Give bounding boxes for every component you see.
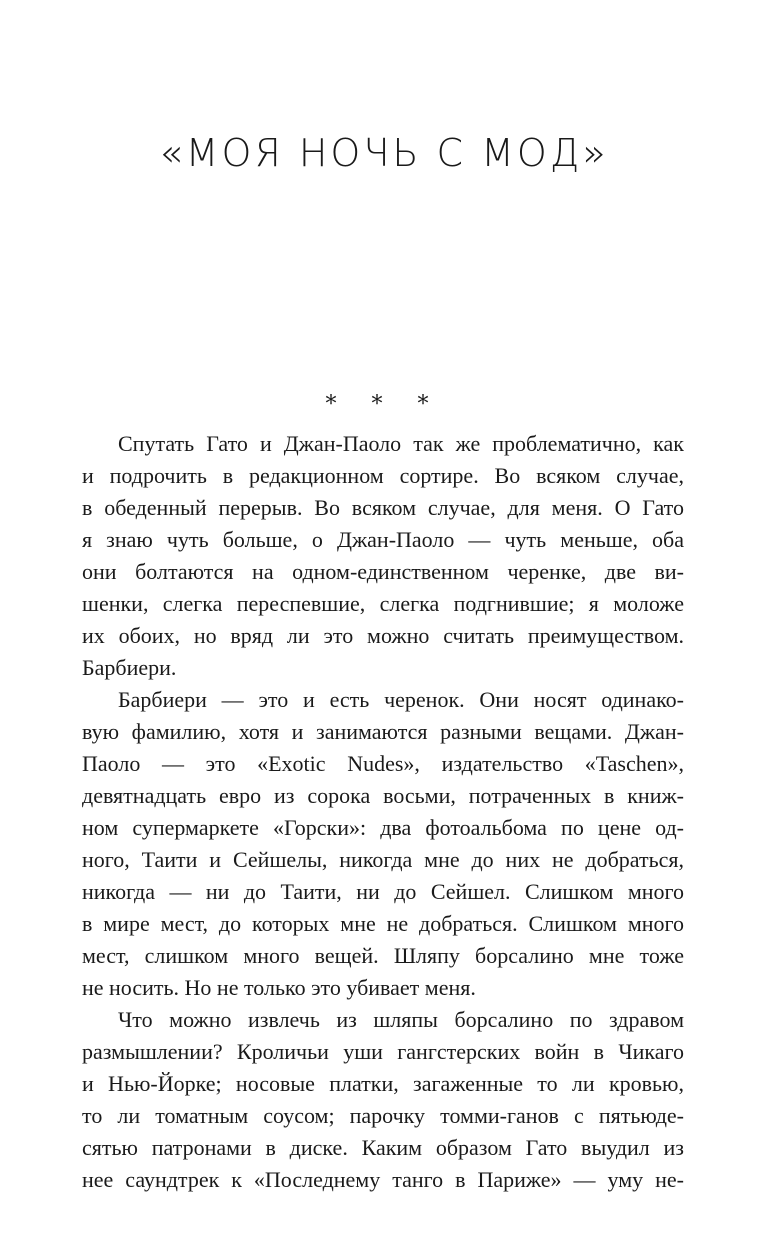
text-line: шенки, слегка переспевшие, слегка подгнившие; я моложе bbox=[82, 591, 684, 616]
text-line: я знаю чуть больше, о Джан-Паоло — чуть меньше, оба bbox=[82, 527, 684, 552]
body-text bbox=[82, 428, 684, 1196]
paragraph-1 bbox=[82, 428, 684, 684]
text-line: Что можно извлечь из шляпы борсалино по здравом bbox=[118, 1007, 684, 1032]
text-line: не носить. Но не только это убивает меня. bbox=[82, 975, 476, 1000]
text-line: Барбиери — это и есть черенок. Они носят одинако- bbox=[118, 687, 684, 712]
text-line: никогда — ни до Таити, ни до Сейшел. Слишком много bbox=[82, 879, 684, 904]
text-line: их обоих, но вряд ли это можно считать преимуществом. bbox=[82, 623, 684, 648]
text-line: вую фамилию, хотя и занимаются разными вещами. Джан- bbox=[82, 719, 684, 744]
paragraph-2 bbox=[82, 684, 684, 1004]
chapter-title: «МОЯ НОЧЬ С МОД» bbox=[159, 131, 609, 175]
paragraph-3 bbox=[82, 1004, 684, 1196]
text-line: Барбиери. bbox=[82, 655, 177, 680]
text-line: нее саундтрек к «Последнему танго в Париже» — уму не- bbox=[82, 1167, 684, 1192]
text-line: девятнадцать евро из сорока восьми, потраченных в книж- bbox=[82, 783, 684, 808]
text-line: в мире мест, до которых мне не добраться. Слишком много bbox=[82, 911, 684, 936]
text-line: ного, Таити и Сейшелы, никогда мне до них не добраться, bbox=[82, 847, 684, 872]
text-line: и подрочить в редакционном сортире. Во всяком случае, bbox=[82, 463, 684, 488]
text-line: и Нью-Йорке; носовые платки, загаженные то ли кровью, bbox=[82, 1071, 684, 1096]
text-line: ном супермаркете «Горски»: два фотоальбома по цене од- bbox=[82, 815, 684, 840]
text-line: мест, слишком много вещей. Шляпу борсалино мне тоже bbox=[82, 943, 684, 968]
section-separator: * * * bbox=[325, 392, 443, 417]
text-line: Спутать Гато и Джан-Паоло так же проблематично, как bbox=[118, 431, 684, 456]
text-line: в обеденный перерыв. Во всяком случае, для меня. О Гато bbox=[82, 495, 684, 520]
text-line: они болтаются на одном-единственном черенке, две ви- bbox=[82, 559, 684, 584]
text-line: размышлении? Кроличьи уши гангстерских войн в Чикаго bbox=[82, 1039, 684, 1064]
text-line: то ли томатным соусом; парочку томми-ганов с пятьюде- bbox=[82, 1103, 684, 1128]
text-line: сятью патронами в диске. Каким образом Гато выудил из bbox=[82, 1135, 684, 1160]
text-line: Паоло — это «Exotic Nudes», издательство «Taschen», bbox=[82, 751, 684, 776]
